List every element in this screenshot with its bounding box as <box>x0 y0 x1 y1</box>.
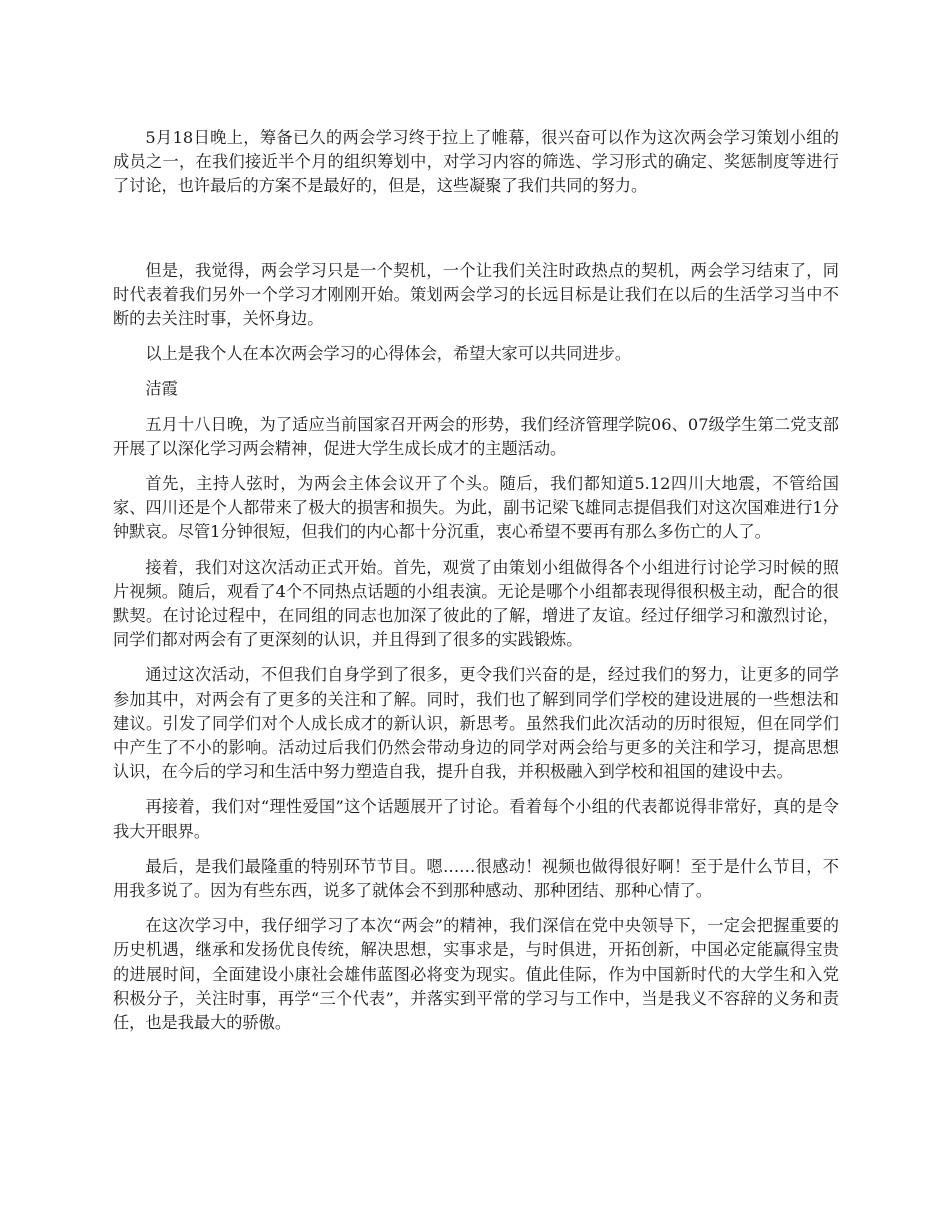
paragraph-gap <box>113 210 839 259</box>
paragraph-5: 五月十八日晚，为了适应当前国家召开两会的形势，我们经济管理学院06、07级学生第二党支部开展了以深化学习两会精神，促进大学生成长成才的主题活动。 <box>113 414 839 458</box>
paragraph-8: 通过这次活动，不但我们自身学到了很多，更令我们兴奋的是，经过我们的努力，让更多的同学参加其中，对两会有了更多的关注和了解。同时，我们也了解到同学们学校的建设进展的一些想法和建议。引发了同学们对个人成长成才的新认识，新思考。虽然我们此次活动的历时很短，但在同学们中产生了不小的影响。活动过后我们仍然会带动身边的同学对两会给与更多的关注和学习，提高思想认识，在今后的学习和生活中努力塑造自我，提升自我，并积极融入到学校和祖国的建设中去。 <box>113 665 839 782</box>
paragraph-1: 5月18日晚上，筹备已久的两会学习终于拉上了帷幕，很兴奋可以作为这次两会学习策划小组的成员之一，在我们接近半个月的组织筹划中，对学习内容的筛选、学习形式的确定、奖惩制度等进行了讨论，也许最后的方案不是最好的，但是，这些凝聚了我们共同的努力。 <box>113 128 839 196</box>
paragraph-10: 最后，是我们最隆重的特别环节节目。嗯……很感动！视频也做得很好啊！至于是什么节目，不用我多说了。因为有些东西，说多了就体会不到那种感动、那种团结、那种心情了。 <box>113 856 839 901</box>
paragraph-11: 在这次学习中，我仔细学习了本次“两会”的精神，我们深信在党中央领导下，一定会把握重要的历史机遇，继承和发扬优良传统，解决思想，实事求是，与时俱进，开拓创新，中国必定能赢得宝贵的进展时间，全面建设小康社会雄伟蓝图必将变为现实。值此佳际，作为中国新时代的大学生和入党积极分子，关注时事，再学“三个代表”，并落实到平常的学习与工作中，当是我义不容辞的义务和责任，也是我最大的骄傲。 <box>113 916 839 1033</box>
paragraph-3: 以上是我个人在本次两会学习的心得体会，希望大家可以共同进步。 <box>145 344 632 364</box>
paragraph-7: 接着，我们对这次活动正式开始。首先，观赏了由策划小组做得各个小组进行讨论学习时候的照片视频。随后，观看了4个不同热点话题的小组表演。无论是哪个小组都表现得很积极主动，配合的很默契。在讨论过程中，在同组的同志也加深了彼此的了解，增进了友谊。经过仔细学习和激烈讨论，同学们都对两会有了更深刻的认识，并且得到了很多的实践锻炼。 <box>113 557 839 650</box>
paragraph-9: 再接着，我们对“理性爱国”这个话题展开了讨论。看着每个小组的代表都说得非常好，真的是令我大开眼界。 <box>113 797 839 841</box>
paragraph-2: 但是，我觉得，两会学习只是一个契机，一个让我们关注时政热点的契机，两会学习结束了，同时代表着我们另外一个学习才刚刚开始。策划两会学习的长远目标是让我们在以后的生活学习当中不断的去关注时事，关怀身边。 <box>113 260 839 329</box>
paragraph-6: 首先，主持人弦时，为两会主体会议开了个头。随后，我们都知道5.12四川大地震，不管给国家、四川还是个人都带来了极大的损害和损失。为此，副书记梁飞雄同志提倡我们对这次国难进行1分钟默哀。尽管1分钟很短，但我们的内心都十分沉重，衷心希望不要再有那么多伤亡的人了。 <box>113 474 839 542</box>
document-body <box>113 126 839 1046</box>
author-signature: 洁霞 <box>145 379 178 399</box>
